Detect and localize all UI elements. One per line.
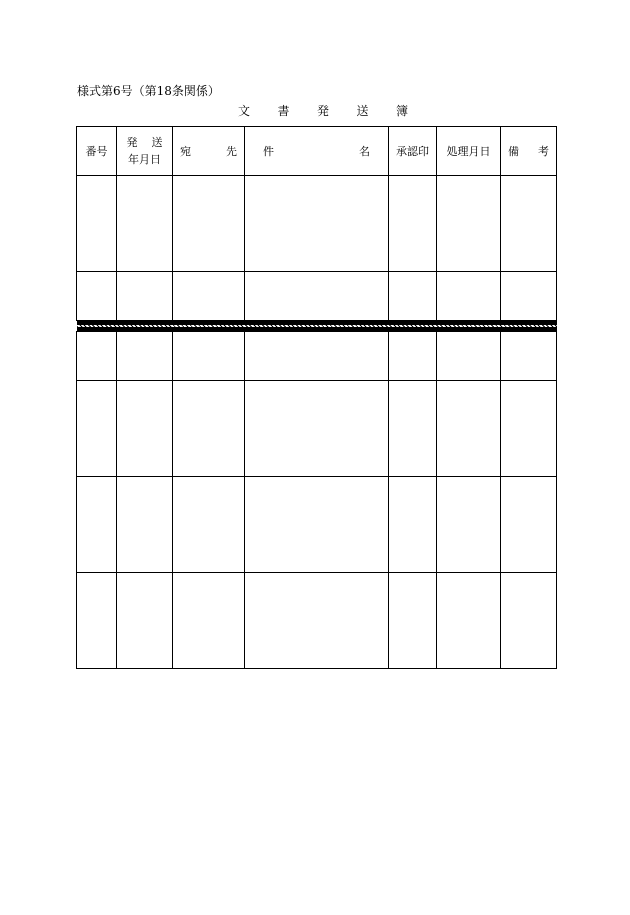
header-send-date: 発 送 年月日 [117,127,173,176]
table-cell[interactable] [77,573,117,669]
header-destination: 宛 先 [173,127,245,176]
table-cell[interactable] [501,332,557,381]
table-cell[interactable] [117,332,173,381]
table-cell[interactable] [173,176,245,272]
break-line [77,321,557,331]
omission-break-band [77,321,557,332]
table-cell[interactable] [389,477,437,573]
table-cell[interactable] [117,381,173,477]
table-cell[interactable] [77,332,117,381]
table-row [77,176,557,272]
table-cell[interactable] [117,176,173,272]
table-cell[interactable] [173,332,245,381]
table-cell[interactable] [77,477,117,573]
table-cell[interactable] [389,332,437,381]
form-number-label: 様式第6号（第18条関係） [77,84,220,98]
header-remarks: 備 考 [501,127,557,176]
document-title [238,103,408,119]
table-cell[interactable] [117,573,173,669]
table-cell[interactable] [501,573,557,669]
table-cell[interactable] [77,381,117,477]
table-cell[interactable] [77,272,117,321]
table-cell[interactable] [501,381,557,477]
table-cell[interactable] [389,381,437,477]
table-cell[interactable] [173,573,245,669]
title-char: 文 [238,104,251,118]
dispatch-register-table [76,126,557,669]
table-cell[interactable] [437,176,501,272]
table-row [77,332,557,381]
table-row [77,573,557,669]
table-cell[interactable] [77,176,117,272]
table-cell[interactable] [501,176,557,272]
title-char: 書 [277,104,290,118]
table-cell[interactable] [437,477,501,573]
table-cell[interactable] [117,477,173,573]
title-char: 送 [356,104,369,118]
table-cell[interactable] [245,573,389,669]
table-cell[interactable] [245,176,389,272]
table-cell[interactable] [437,573,501,669]
header-processing-date: 処理月日 [437,127,501,176]
table-row [77,272,557,321]
table-cell[interactable] [437,272,501,321]
table-row [77,477,557,573]
table-cell[interactable] [389,272,437,321]
table-cell[interactable] [117,272,173,321]
title-char: 簿 [395,104,408,118]
table-cell[interactable] [173,272,245,321]
header-approval-seal: 承認印 [389,127,437,176]
table-cell[interactable] [245,381,389,477]
table-cell[interactable] [173,477,245,573]
table-row [77,381,557,477]
title-char: 発 [316,104,329,118]
table-cell[interactable] [437,332,501,381]
table-cell[interactable] [501,272,557,321]
table-cell[interactable] [389,176,437,272]
table-cell[interactable] [501,477,557,573]
header-subject: 件 名 [245,127,389,176]
table-cell[interactable] [389,573,437,669]
table-cell[interactable] [245,332,389,381]
header-row [77,127,557,176]
table-cell[interactable] [245,477,389,573]
table-cell[interactable] [437,381,501,477]
table-cell[interactable] [173,381,245,477]
table-cell[interactable] [245,272,389,321]
header-number: 番号 [77,127,117,176]
